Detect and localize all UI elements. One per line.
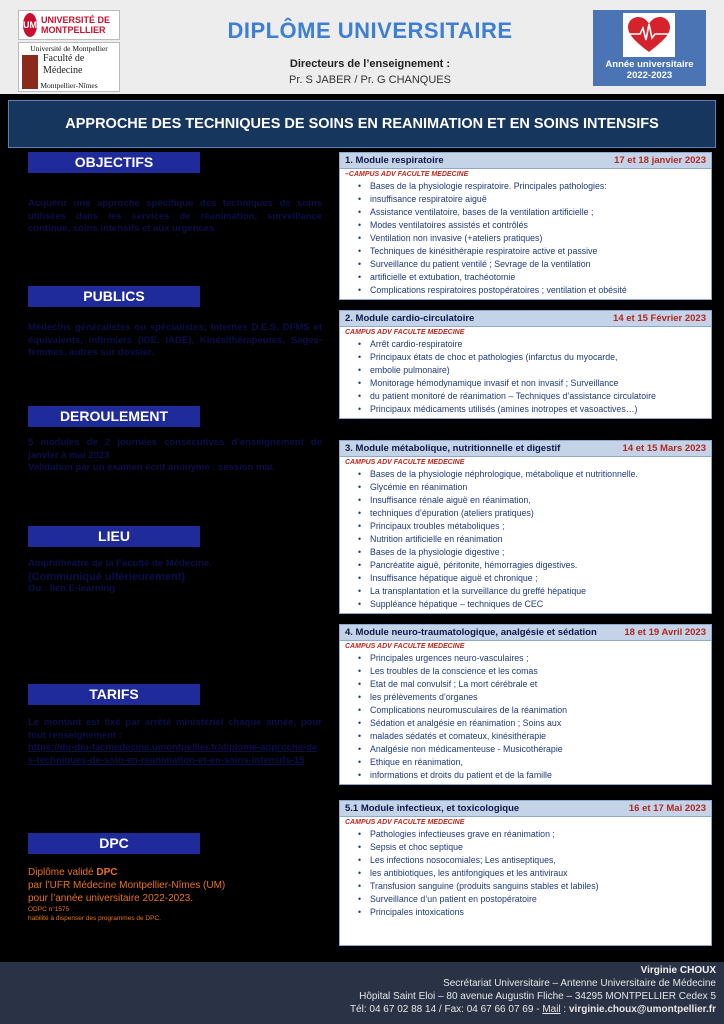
university-logo-text: UNIVERSITÉ DE MONTPELLIER: [41, 15, 111, 35]
module-topic: • Suppléance hépatique – techniques de CEC: [346, 598, 705, 611]
module-topic: • embolie pulmonaire): [346, 364, 705, 377]
mail-label: Mail: [542, 1004, 561, 1015]
module-header: [340, 153, 711, 169]
module-topic: • Surveillance d’un patient en postopératoire: [346, 893, 705, 906]
mail-separator: :: [560, 1004, 569, 1015]
module-topic: • Ventilation non invasive (+ateliers pratiques): [346, 232, 705, 245]
deroulement-line-1: 5 modules de 2 journées consécutives d’enseignement de janvier à mai 2023: [28, 437, 322, 461]
publics-heading: PUBLICS: [28, 286, 200, 307]
objectifs-text: Acquérir une approche spécifique des techniques de soins utilisées dans les services de réanimation, surveillance continue, soins intensifs et aux urgences: [28, 198, 322, 234]
module-topic: • Analgésie non médicamenteuse - Musicothérapie: [346, 743, 705, 756]
module-topic: • Bases de la physiologie respiratoire. Principales pathologies:: [346, 180, 705, 193]
module-topic: • Pancréatite aiguë, péritonite, hémorragies digestives.: [346, 559, 705, 572]
module-topic: • Modes ventilatoires assistés et contrôlés: [346, 219, 705, 232]
module-topic: • Sepsis et choc septique: [346, 841, 705, 854]
module-dates: 18 et 19 Avril 2023: [624, 627, 706, 638]
module-topic: • Assistance ventilatoire, bases de la ventilation artificielle ;: [346, 206, 705, 219]
faculty-logo-text: Faculté de Médecine: [43, 53, 85, 76]
module-title: 2. Module cardio-circulatoire: [345, 313, 475, 324]
contact-phone-fax: Tél: 04 67 02 88 14 / Fax: 04 67 66 07 69 -: [349, 1004, 543, 1015]
module-campus: –CAMPUS ADV FACULTE MEDECINE: [345, 171, 469, 178]
contact-line-1: Secrétariat Universitaire – Antenne Universitaire de Médecine: [443, 978, 716, 989]
contact-line-3: [350, 1004, 716, 1015]
module-card-4: [339, 624, 712, 785]
deroulement-text: [28, 437, 322, 475]
module-topic: • Monitorage hémodynamique invasif et non invasif ; Surveillance: [346, 377, 705, 390]
module-topic: • malades sédatés et comateux, kinésithérapie: [346, 730, 705, 743]
publics-text: Médecins généralistes ou spécialistes; Internes D.E.S, DFMS et équivalents, infirmiers (IDE, IADE), Kinésithérapeutes, Sages-femmes, autres sur dossier.: [28, 322, 322, 358]
module-topic: • les prélèvements d’organes: [346, 691, 705, 704]
contact-email-link[interactable]: virginie.choux@umontpellier.fr: [569, 1004, 716, 1015]
dpc-line-1: [28, 866, 322, 879]
header-banner: [0, 0, 724, 94]
program-title: APPROCHE DES TECHNIQUES DE SOINS EN REANIMATION ET EN SOINS INTENSIFS: [65, 116, 659, 132]
module-topic-list: [340, 467, 711, 613]
module-title: 1. Module respiratoire: [345, 155, 444, 166]
module-topic: • Transfusion sanguine (produits sanguins stables et labiles): [346, 880, 705, 893]
module-dates: 14 et 15 Février 2023: [613, 313, 706, 324]
lieu-heading: LIEU: [28, 526, 200, 547]
directors-label: Directeurs de l’enseignement :: [289, 58, 451, 70]
module-campus: CAMPUS ADV FACULTE MEDECINE: [345, 329, 465, 336]
faculty-logo-top: Université de Montpellier: [30, 44, 108, 53]
module-title: 3. Module métabolique, nutritionnelle et digestif: [345, 443, 561, 454]
dpc-line-5: habilité à dispenser des programmes de DPC.: [28, 915, 161, 922]
module-topic: • Insuffisance hépatique aiguë et chronique ;: [346, 572, 705, 585]
deroulement-heading: DEROULEMENT: [28, 406, 200, 427]
module-topic: • Principaux médicaments utilisés (amines inotropes et vasoactives…): [346, 403, 705, 416]
deroulement-line-2: Validation par un examen écrit anonyme : session mai.: [28, 462, 276, 473]
module-topic: • Pathologies infectieuses grave en réanimation ;: [346, 828, 705, 841]
module-topic: • Sédation et analgésie en réanimation ; Soins aux: [346, 717, 705, 730]
module-topic: • insuffisance respiratoire aiguë: [346, 193, 705, 206]
module-campus: CAMPUS ADV FACULTE MEDECINE: [345, 819, 465, 826]
module-topic: • Bases de la physiologie néphrologique, métabolique et nutritionnelle.: [346, 468, 705, 481]
module-topic: • Les infections nosocomiales; Les antiseptiques,: [346, 854, 705, 867]
module-campus: CAMPUS ADV FACULTE MEDECINE: [345, 459, 465, 466]
module-dates: 16 et 17 Mai 2023: [628, 803, 706, 814]
module-topic: • Principales urgences neuro-vasculaires ;: [346, 652, 705, 665]
page-title: DIPLÔME UNIVERSITAIRE: [227, 18, 513, 43]
lieu-text: [28, 558, 322, 596]
module-dates: 17 et 18 janvier 2023: [614, 155, 706, 166]
module-topic: • Ethique en réanimation,: [346, 756, 705, 769]
module-topic-list: [340, 651, 711, 784]
module-card-1: [339, 152, 712, 300]
module-topic: • Nutrition artificielle en réanimation: [346, 533, 705, 546]
module-topic: • Arrêt cardio-respiratoire: [346, 338, 705, 351]
dpc-line-4: ODPC n°1575: [28, 906, 70, 913]
module-topic: • Techniques de kinésithérapie respiratoire active et passive: [346, 245, 705, 258]
dpc-bold: DPC: [96, 867, 118, 878]
module-topic-list: [340, 337, 711, 418]
module-card-3: [339, 440, 712, 614]
module-topic: • Bases de la physiologie digestive ;: [346, 546, 705, 559]
module-card-5: [339, 800, 712, 946]
tarifs-heading: TARIFS: [28, 684, 200, 705]
tarifs-link[interactable]: https://du-diu-facmedecine.umontpellier.fr/diplome-approche-des-techniques-de-soin-en-reanimation-et-en-soins-intensifs-15: [28, 742, 318, 766]
academic-year-badge: [593, 10, 706, 86]
program-title-bar: [8, 100, 716, 148]
module-topic: • Complications respiratoires postopératoires ; ventilation et obésité: [346, 284, 705, 297]
module-topic: • La transplantation et la surveillance du greffé hépatique: [346, 585, 705, 598]
dpc-line-2: par l’UFR Médecine Montpellier-Nîmes (UM): [28, 880, 226, 891]
university-seal-icon: UM: [23, 13, 37, 37]
faculty-logo-bottom: Montpellier-Nîmes: [40, 81, 98, 90]
module-topic: • techniques d’épuration (ateliers pratiques): [346, 507, 705, 520]
module-topic: • Etat de mal convulsif ; La mort cérébrale et: [346, 678, 705, 691]
module-topic: • informations et droits du patient et de la famille: [346, 769, 705, 782]
contact-name: Virginie CHOUX: [640, 965, 716, 976]
module-header: [340, 441, 711, 457]
module-topic: • du patient monitoré de réanimation – Techniques d’assistance circulatoire: [346, 390, 705, 403]
module-dates: 14 et 15 Mars 2023: [622, 443, 706, 454]
module-topic: • Insuffisance rénale aiguë en réanimation,: [346, 494, 705, 507]
module-header: [340, 311, 711, 327]
academic-year-text: [593, 59, 706, 81]
module-topic-list: [340, 179, 711, 299]
module-header: [340, 801, 711, 817]
university-logo: [18, 10, 120, 40]
module-topic: • Les troubles de la conscience et les comas: [346, 665, 705, 678]
module-topic: • artificielle et extubation, trachéotomie: [346, 271, 705, 284]
module-campus: CAMPUS ADV FACULTE MEDECINE: [345, 643, 465, 650]
lieu-line-3: Ou : lien E-learning: [28, 583, 116, 594]
module-topic: • Glycémie en réanimation: [346, 481, 705, 494]
module-topic: • Surveillance du patient ventilé ; Sevrage de la ventilation: [346, 258, 705, 271]
faculty-logo: [18, 42, 120, 92]
tarifs-description: Le montant est fixé par arrêté ministériel chaque année, pour tout renseignement :: [28, 717, 322, 741]
module-topic-list: [340, 827, 711, 945]
module-topic: • Principaux états de choc et pathologies (infarctus du myocarde,: [346, 351, 705, 364]
directors-names: Pr. S JABER / Pr. G CHANQUES: [289, 74, 451, 86]
objectifs-heading: OBJECTIFS: [28, 152, 200, 173]
dpc-line-1-text: Diplôme validé: [28, 867, 97, 878]
dpc-line-3: pour l’année universitaire 2022-2023.: [28, 893, 194, 904]
contact-line-2: Hôpital Saint Eloi – 80 avenue Augustin Fliche – 34295 MONTPELLIER Cedex 5: [359, 991, 716, 1002]
heart-ecg-icon: [623, 13, 675, 57]
module-title: 5.1 Module infectieux, et toxicologique: [345, 803, 520, 814]
year-value: 2022-2023: [626, 70, 673, 81]
module-topic: • Principaux troubles métaboliques ;: [346, 520, 705, 533]
year-label: Année universitaire: [605, 59, 694, 70]
lieu-line-2: (Communiqué ultérieurement): [28, 570, 186, 583]
module-header: [340, 625, 711, 641]
module-topic: • Principales intoxications: [346, 906, 705, 919]
module-title: 4. Module neuro-traumatologique, analgésie et sédation: [345, 627, 597, 638]
tarifs-text: [28, 717, 322, 767]
dpc-heading: DPC: [28, 833, 200, 854]
lieu-line-1: Amphithéâtre de la Faculté de Médecine.: [28, 558, 212, 569]
module-topic: • les antibiotiques, les antifongiques et les antiviraux: [346, 867, 705, 880]
dpc-text: [28, 866, 322, 923]
module-card-2: [339, 310, 712, 419]
module-topic: • Complications neuromusculaires de la réanimation: [346, 704, 705, 717]
contact-footer: [0, 962, 724, 1024]
